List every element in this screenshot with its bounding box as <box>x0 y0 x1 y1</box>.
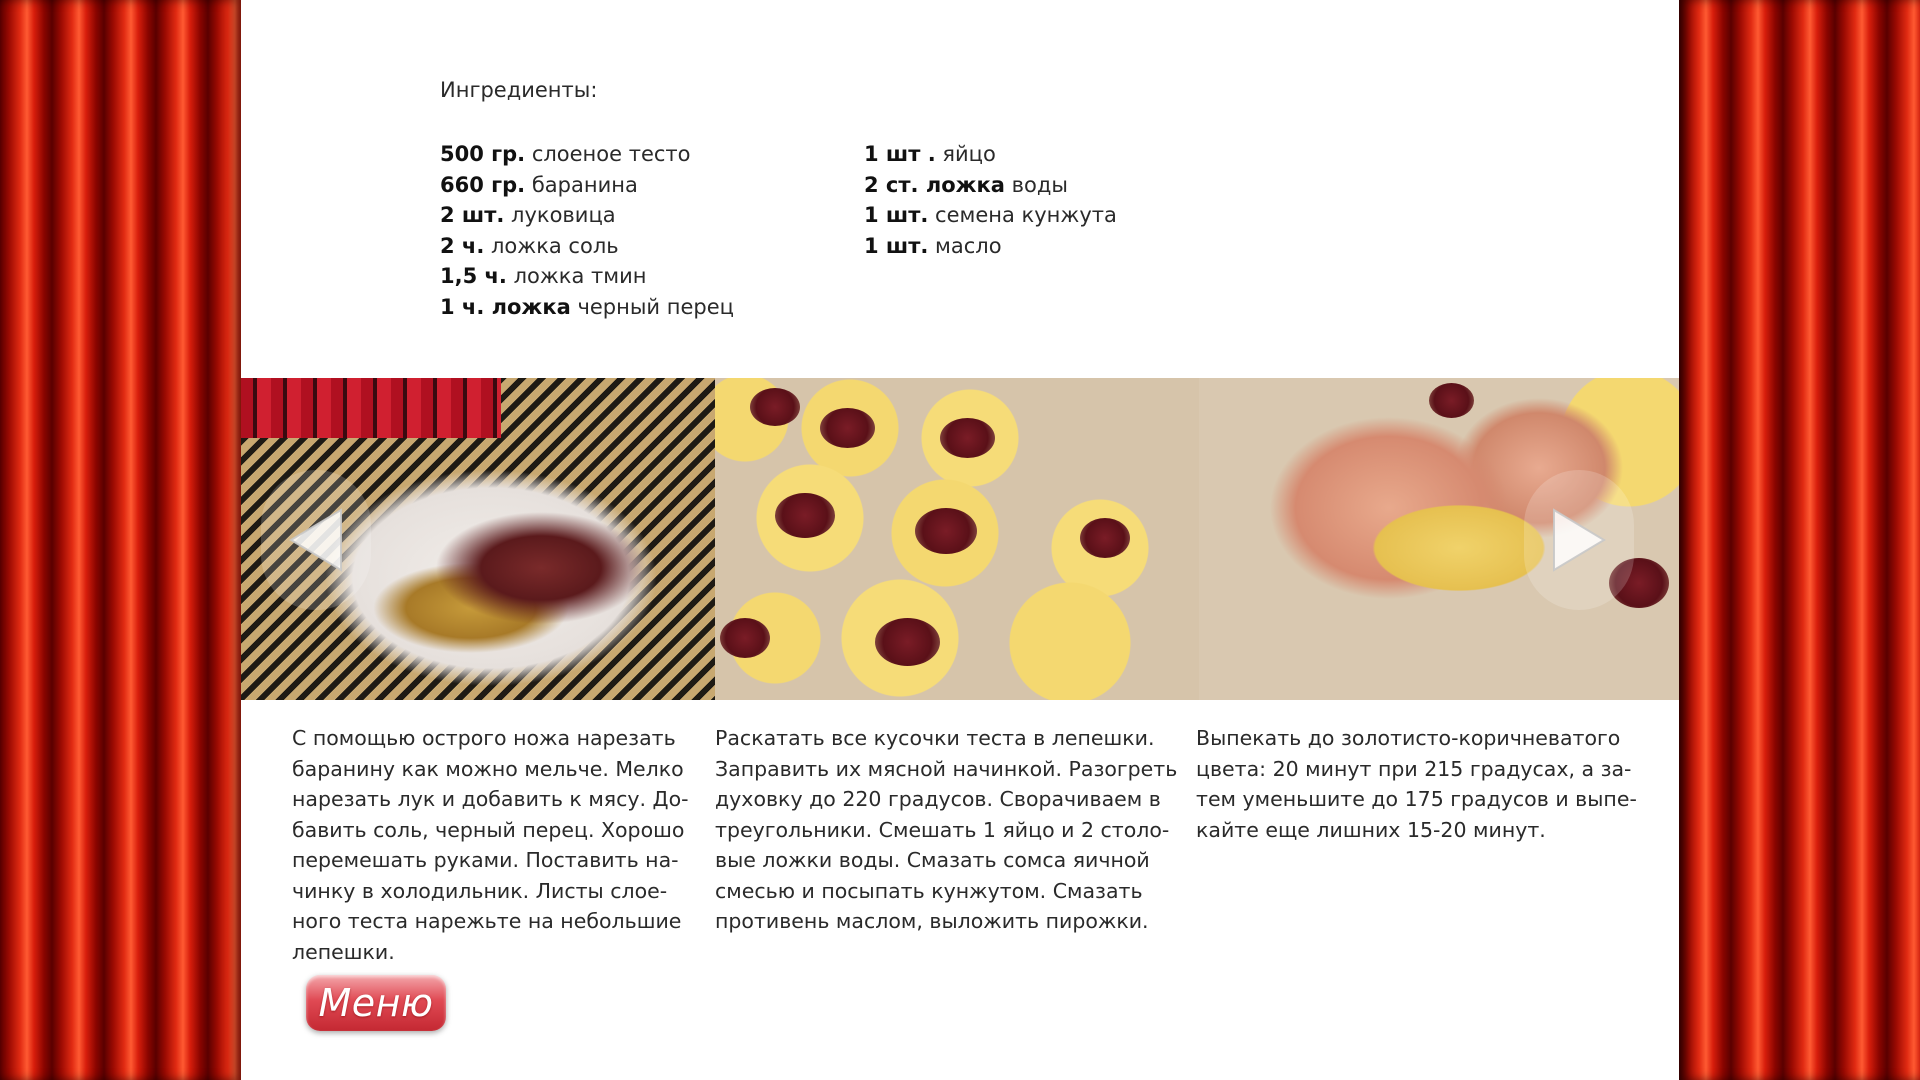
step-line: ного теста нарежьте на небольшие <box>292 909 682 933</box>
menu-button[interactable]: Меню <box>306 975 446 1031</box>
photo-filling-mound <box>1429 383 1474 418</box>
step-line: чинку в холодильник. Листы слое- <box>292 878 668 903</box>
ingredient-item: ложка соль <box>484 233 619 258</box>
ingredient-row <box>864 139 1117 170</box>
ingredient-item: слоеное тесто <box>525 142 691 166</box>
ingredient-row <box>864 200 1117 231</box>
triangle-right-icon <box>1549 505 1609 575</box>
next-page-button[interactable] <box>1524 470 1634 610</box>
ingredient-qty: 1 шт. <box>864 233 929 258</box>
step-line: Выпекать до золотисто-коричневатого <box>1196 726 1621 750</box>
step-line: треугольники. Смешать 1 яйцо и 2 столо- <box>715 817 1170 842</box>
step-line: бавить соль, черный перец. Хорошо <box>292 817 685 842</box>
ingredients-title: Ингредиенты: <box>440 78 598 102</box>
ingredient-qty: 2 ч. <box>440 233 485 258</box>
ingredient-qty: 1 шт. <box>864 203 929 227</box>
photo-filling-mound <box>915 508 977 554</box>
ingredient-qty: 500 гр. <box>440 142 526 166</box>
step-line: смесью и посыпать кунжутом. Смазать <box>715 878 1143 903</box>
ingredient-item: воды <box>1004 172 1068 197</box>
ingredients-column-1 <box>440 139 734 322</box>
photo-shirt-detail <box>241 378 501 438</box>
ingredient-item: ложка тмин <box>506 264 647 288</box>
ingredient-qty: 2 ст. ложка <box>864 172 1005 197</box>
step-1-text <box>292 723 697 967</box>
ingredient-item: баранина <box>525 172 638 197</box>
photo-strip <box>241 378 1679 700</box>
step-line: тем уменьшите до 175 градусов и выпе- <box>1196 787 1637 811</box>
ingredient-item: черный перец <box>570 294 734 319</box>
photo-filling-mound <box>940 418 995 458</box>
ingredient-qty: 1,5 ч. <box>440 264 507 288</box>
step-line: С помощью острого ножа нарезать <box>292 726 676 750</box>
previous-page-button[interactable] <box>261 470 371 610</box>
ingredient-qty: 2 шт. <box>440 203 505 227</box>
step-line: противень маслом, выложить пирожки. <box>715 909 1149 933</box>
ingredient-qty: 1 ч. ложка <box>440 294 571 319</box>
ingredient-row <box>440 139 734 170</box>
photo-dough-circles <box>715 378 1199 700</box>
step-line: цвета: 20 минут при 215 градусах, а за- <box>1196 756 1632 781</box>
ingredient-row <box>440 231 734 262</box>
photo-filling-mound <box>750 388 800 426</box>
ingredient-item: яйцо <box>935 142 996 166</box>
ingredient-qty: 660 гр. <box>440 172 526 197</box>
step-line: перемешать руками. Поставить на- <box>292 848 679 872</box>
photo-filling-mound <box>820 408 875 448</box>
photo-filling-mound <box>720 618 770 658</box>
step-line: нарезать лук и добавить к мясу. До- <box>292 787 689 811</box>
photo-filling-mound <box>875 618 940 666</box>
photo-filling-mound <box>775 493 835 538</box>
ingredient-item: масло <box>928 233 1002 258</box>
step-line: Раскатать все кусочки теста в лепешки. <box>715 726 1155 750</box>
step-3-text <box>1196 723 1656 845</box>
curtain-right <box>1679 0 1920 1080</box>
ingredient-row <box>864 231 1117 262</box>
step-2-text <box>715 723 1178 937</box>
step-line: Заправить их мясной начинкой. Разогреть <box>715 756 1178 781</box>
step-line: вые ложки воды. Смазать сомса яичной <box>715 848 1150 872</box>
ingredient-item: семена кунжута <box>928 203 1117 227</box>
ingredient-row <box>864 170 1117 201</box>
triangle-left-icon <box>286 505 346 575</box>
recipe-page <box>241 0 1679 1080</box>
curtain-left <box>0 0 241 1080</box>
ingredient-row <box>440 292 734 323</box>
photo-filling-mound <box>1080 518 1130 558</box>
step-line: кайте еще лишних 15-20 минут. <box>1196 817 1546 842</box>
ingredients-column-2 <box>864 139 1117 261</box>
ingredient-row <box>440 261 734 292</box>
ingredient-row <box>440 170 734 201</box>
ingredient-item: луковица <box>504 203 616 227</box>
step-line: лепешки. <box>292 939 395 964</box>
ingredient-row <box>440 200 734 231</box>
step-line: духовку до 220 градусов. Сворачиваем в <box>715 787 1161 811</box>
ingredient-qty: 1 шт . <box>864 142 936 166</box>
step-line: баранину как можно мельче. Мелко <box>292 756 684 781</box>
